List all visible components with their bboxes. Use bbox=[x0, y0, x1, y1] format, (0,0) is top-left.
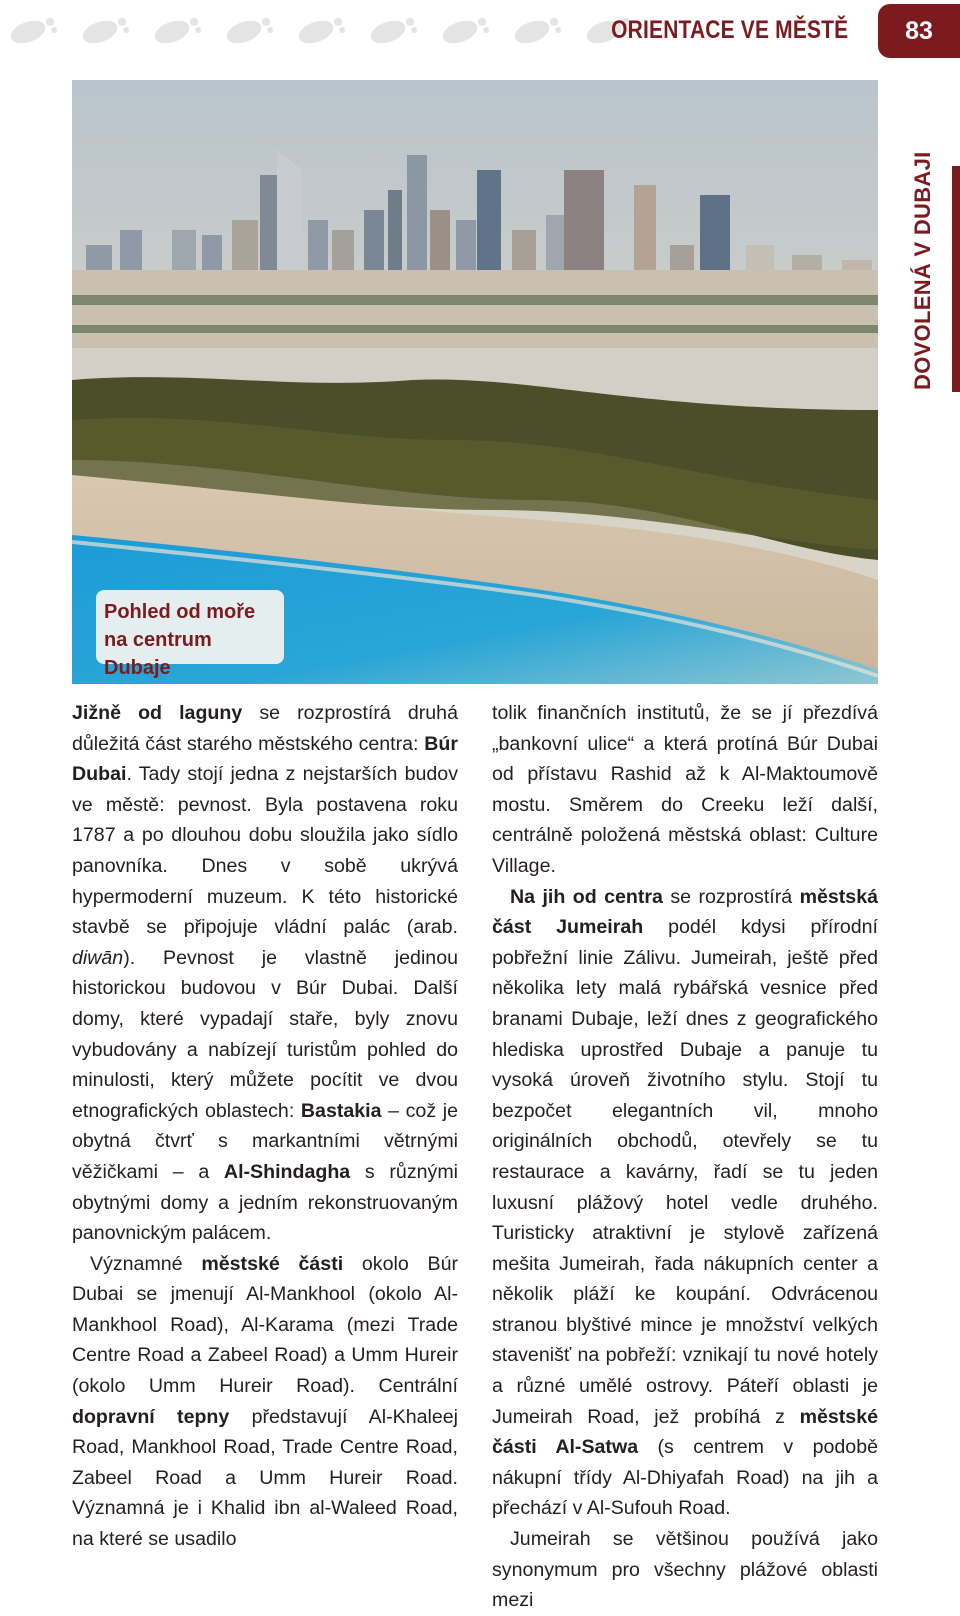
side-tab bbox=[952, 166, 960, 392]
italic-term: diwān bbox=[72, 946, 124, 969]
paragraph: Na jih od centra se rozprostírá městská část Jumeirah podél kdysi přírodní pobřežní linie Zálivu. Jumeirah, ještě před několika lety malá rybářská vesnice před branami Dubaje, leží dnes z geografického hlediska uprostřed Dubaje a panuje tu vysoká úroveň životního stylu. Stojí tu bezpočet elegantních vil, mnoho originálních obchodů, otevřely se tu restaurace a kavárny, řadí se tu jeden luxusní plážový hotel vedle druhého. Turisticky atraktivní je stylově zařízená mešita Jumeirah, řada nákupních center a několik pláží ke koupání. Odvrácenou stranou blyštivé mince je množství velkých stavenišť na pobřeží: vznikají tu nové hotely a různé umělé ostrovy. Páteří oblasti je Jumeirah Road, jež probíhá z městské části Al-Satwa (s centrem v podobě nákupní třídy Al-Dhiyafah Road) na jih a přechází v Al-Sufouh Road. bbox=[492, 885, 878, 1520]
bold-term: Jižně od laguny bbox=[72, 702, 243, 724]
side-section-label: DOVOLENÁ V DUBAJI bbox=[910, 151, 935, 390]
caption-line-2: na centrum Dubaje bbox=[104, 629, 212, 679]
bold-term: Bastakia bbox=[300, 1099, 382, 1122]
photo-caption bbox=[96, 590, 284, 679]
bold-term: městské části bbox=[201, 1252, 344, 1275]
bold-term: městská část Jumeirah bbox=[492, 885, 878, 939]
running-head: ORIENTACE VE MĚSTĚ bbox=[610, 16, 848, 44]
footprints-decoration bbox=[0, 10, 640, 50]
caption-line-1: Pohled od moře bbox=[104, 601, 256, 623]
bold-term: Na jih od centra bbox=[510, 885, 663, 908]
right-text-column bbox=[492, 698, 878, 1616]
bold-term: městské části Al-Satwa bbox=[492, 1405, 878, 1459]
page-number: 83 bbox=[878, 4, 960, 58]
paragraph: tolik finančních institutů, že se jí přezdívá „bankovní ulice“ a která protíná Búr Dubai od přístavu Rashid až k Al-Maktoumově mostu. Směrem do Creeku leží další, centrálně položená městská oblast: Culture Village. bbox=[492, 702, 878, 877]
paragraph: Jižně od laguny se rozprostírá druhá důležitá část starého městského centra: Búr Dubai. Tady stojí jedna z nejstarších budov ve městě: pevnost. Byla postavena roku 1787 a po dlouhou dobu sloužila jako sídlo panovníka. Dnes v sobě ukrývá hypermoderní muzeum. K této historické stavbě se připojuje vládní palác (arab. diwān). Pevnost je vlastně jedinou historickou budovou v Búr Dubai. Další domy, které vypadají staře, byly znovu vybudovány a nabízejí turistům pohled do minulosti, který můžete pocítit ve dvou etnografických oblastech: Bastakia – což je obytná čtvrť s markantními větrnými věžičkami – a Al-Shindagha s různými obytnými domy a jedním rekonstruovaným panovnickým palácem. bbox=[72, 702, 458, 1245]
left-text-column bbox=[72, 698, 458, 1555]
paragraph: Významné městské části okolo Búr Dubai se jmenují Al-Mankhool (okolo Al-Mankhool Road), Al-Karama (mezi Trade Centre Road a Zabeel Road) a Umm Hureir (okolo Umm Hureir Road). Centrální dopravní tepny představují Al-Khaleej Road, Mankhool Road, Trade Centre Road, Zabeel Road a Umm Hureir Road. Významná je i Khalid ibn al-Waleed Road, na které se usadilo bbox=[72, 1252, 458, 1551]
bold-term: dopravní tepny bbox=[72, 1405, 230, 1428]
paragraph: Jumeirah se většinou používá jako synonymum pro všechny plážové oblasti mezi bbox=[492, 1528, 878, 1612]
bold-term: Búr Dubai bbox=[72, 732, 458, 786]
bold-term: Al-Shindagha bbox=[223, 1160, 351, 1183]
